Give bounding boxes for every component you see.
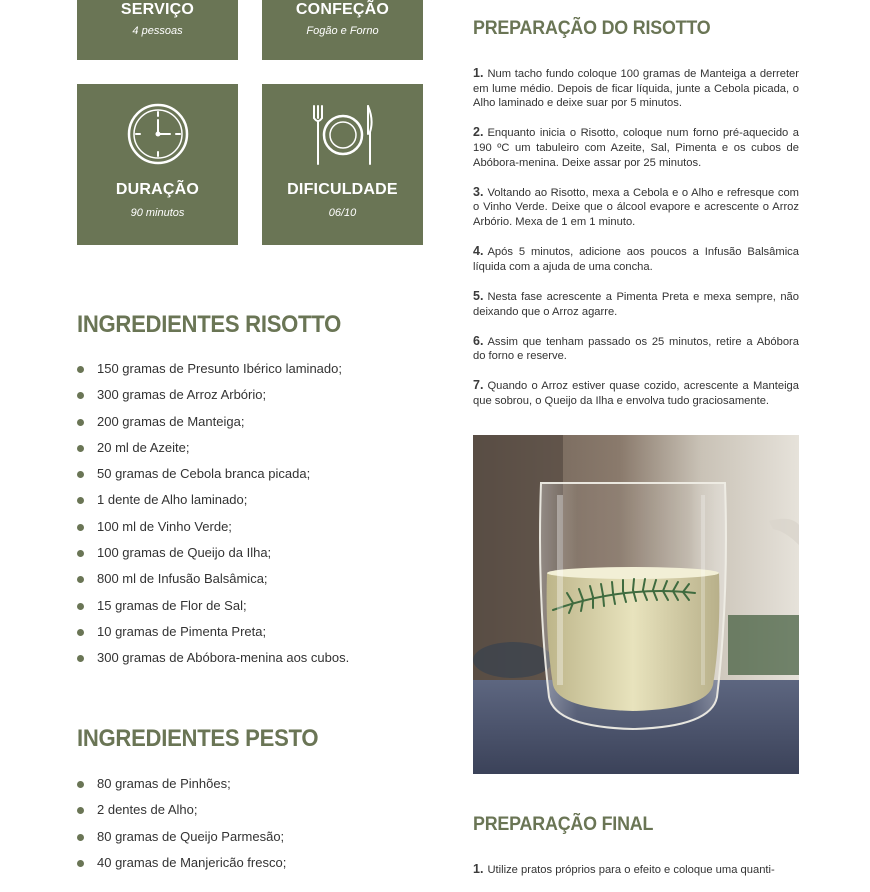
confecao-card <box>262 0 423 60</box>
preparacao-risotto-heading: PREPARAÇÃO DO RISOTTO <box>473 18 711 39</box>
step-number: 4. <box>473 244 484 259</box>
ingredient-text: 40 gramas de Manjericão fresco; <box>97 854 287 870</box>
step-number: 6. <box>473 333 484 348</box>
ingredient-text: 200 gramas de Manteiga; <box>97 413 245 429</box>
bullet-icon <box>77 471 84 478</box>
servico-title: SERVIÇO <box>120 1 195 18</box>
plate-cutlery-icon <box>262 102 423 168</box>
ingredient-text: 50 gramas de Cebola branca picada; <box>97 466 311 482</box>
step-paragraph <box>473 378 799 408</box>
ingredient-text: 10 gramas de Pimenta Preta; <box>97 623 267 639</box>
clock-icon <box>77 102 238 166</box>
ingredient-text: 20 ml de Azeite; <box>97 439 190 455</box>
ingredientes-pesto-list <box>77 775 286 880</box>
step-paragraph <box>473 334 799 364</box>
bullet-icon <box>77 860 84 867</box>
ingredient-text: 15 gramas de Flor de Sal; <box>97 597 247 613</box>
confecao-value: Fogão e Forno <box>306 25 379 37</box>
servico-card <box>77 0 238 60</box>
step-number: 1. <box>473 66 484 80</box>
ingredient-item <box>77 439 349 465</box>
ingredient-text: 800 ml de Infusão Balsâmica; <box>97 571 268 587</box>
bullet-icon <box>77 419 84 426</box>
duracao-title: DURAÇÃO <box>115 181 200 198</box>
ingredient-item <box>77 597 349 623</box>
preparacao-risotto-steps <box>473 66 799 423</box>
step-text: Assim que tenham passado os 25 minutos, retire a Abóbora do forno e reserve. <box>473 335 799 363</box>
step-paragraph <box>473 185 799 230</box>
ingredient-item <box>77 649 349 675</box>
bullet-icon <box>77 576 84 583</box>
bullet-icon <box>77 603 84 610</box>
step-text: Enquanto inicia o Risotto, coloque num forno pré-aquecido a 190 ºC um tabuleiro com Azeite, Sal, Pimenta e os cubos de Abóbora-menina. Deixe assar por 25 minutos. <box>473 127 799 169</box>
step-text: Quando o Arroz estiver quase cozido, acrescente a Manteiga que sobrou, o Queijo da Ilha e envolva tudo graciosamente. <box>473 380 799 408</box>
ingredient-item <box>77 828 286 854</box>
bullet-icon <box>77 807 84 814</box>
duracao-card <box>77 84 238 245</box>
ingredient-item <box>77 775 286 801</box>
bullet-icon <box>77 366 84 373</box>
ingredient-item <box>77 491 349 517</box>
ingredient-text: 2 dentes de Alho; <box>97 802 198 818</box>
ingredientes-risotto-list <box>77 360 349 676</box>
bullet-icon <box>77 629 84 636</box>
step-number: 5. <box>473 288 484 303</box>
step-number: 1. <box>473 862 484 876</box>
step-paragraph <box>473 244 799 274</box>
dificuldade-title: DIFICULDADE <box>287 181 398 198</box>
preparacao-final-steps <box>473 862 799 892</box>
step-number: 2. <box>473 125 484 140</box>
step-text: Utilize pratos próprios para o efeito e coloque uma quanti- <box>487 864 775 876</box>
ingredient-item <box>77 360 349 386</box>
duracao-value: 90 minutos <box>130 207 185 219</box>
dificuldade-card <box>262 84 423 245</box>
step-number: 7. <box>473 378 484 393</box>
bullet-icon <box>77 781 84 788</box>
bullet-icon <box>77 655 84 662</box>
ingredient-text: 100 ml de Vinho Verde; <box>97 518 232 534</box>
bullet-icon <box>77 834 84 841</box>
rosemary-glass-photo <box>473 435 799 774</box>
ingredient-text: 300 gramas de Arroz Arbório; <box>97 387 267 403</box>
step-text: Nesta fase acrescente a Pimenta Preta e mexa sempre, não deixando que o Arroz agarre. <box>473 290 799 318</box>
ingredient-text: 80 gramas de Pinhões; <box>97 776 231 791</box>
bullet-icon <box>77 392 84 399</box>
ingredient-text: 100 gramas de Queijo da Ilha; <box>97 545 272 561</box>
ingredientes-risotto-heading: INGREDIENTES RISOTTO <box>77 311 341 338</box>
bullet-icon <box>77 445 84 452</box>
ingredient-item <box>77 570 349 596</box>
ingredient-item <box>77 801 286 827</box>
servico-value: 4 pessoas <box>132 25 183 37</box>
bullet-icon <box>77 497 84 504</box>
dificuldade-value: 06/10 <box>328 207 357 219</box>
preparacao-final-heading: PREPARAÇÃO FINAL <box>473 814 654 835</box>
ingredient-item <box>77 623 349 649</box>
ingredient-text: 150 gramas de Presunto Ibérico laminado; <box>97 361 342 376</box>
ingredient-text: 300 gramas de Abóbora-menina aos cubos. <box>97 650 350 666</box>
bullet-icon <box>77 550 84 557</box>
step-text: Voltando ao Risotto, mexa a Cebola e o Alho e refresque com o Vinho Verde. Deixe que o álcool evapore e acrescente o Arroz Arbório. Mexa de 1 em 1 minuto. <box>473 186 799 228</box>
ingredient-item <box>77 413 349 439</box>
ingredient-item <box>77 465 349 491</box>
ingredient-text: 1 dente de Alho laminado; <box>97 492 248 508</box>
ingredient-item <box>77 854 286 880</box>
step-number: 3. <box>473 184 484 199</box>
step-text: Após 5 minutos, adicione aos poucos a Infusão Balsâmica líquida com a ajuda de uma concha. <box>473 246 799 273</box>
ingredient-item <box>77 386 349 412</box>
confecao-title: CONFEÇÃO <box>295 1 390 18</box>
step-paragraph <box>473 289 799 319</box>
bullet-icon <box>77 524 84 531</box>
ingredient-item <box>77 544 349 570</box>
step-paragraph <box>473 125 799 170</box>
ingredient-text: 80 gramas de Queijo Parmesão; <box>97 828 285 844</box>
ingredient-item <box>77 518 349 544</box>
step-text: Num tacho fundo coloque 100 gramas de Manteiga a derreter em lume médio. Depois de ficar líquida, junte a Cebola picada, o Alho laminado e deixe suar por 5 minutos. <box>473 68 799 110</box>
step-paragraph <box>473 66 799 111</box>
ingredientes-pesto-heading: INGREDIENTES PESTO <box>77 725 319 752</box>
